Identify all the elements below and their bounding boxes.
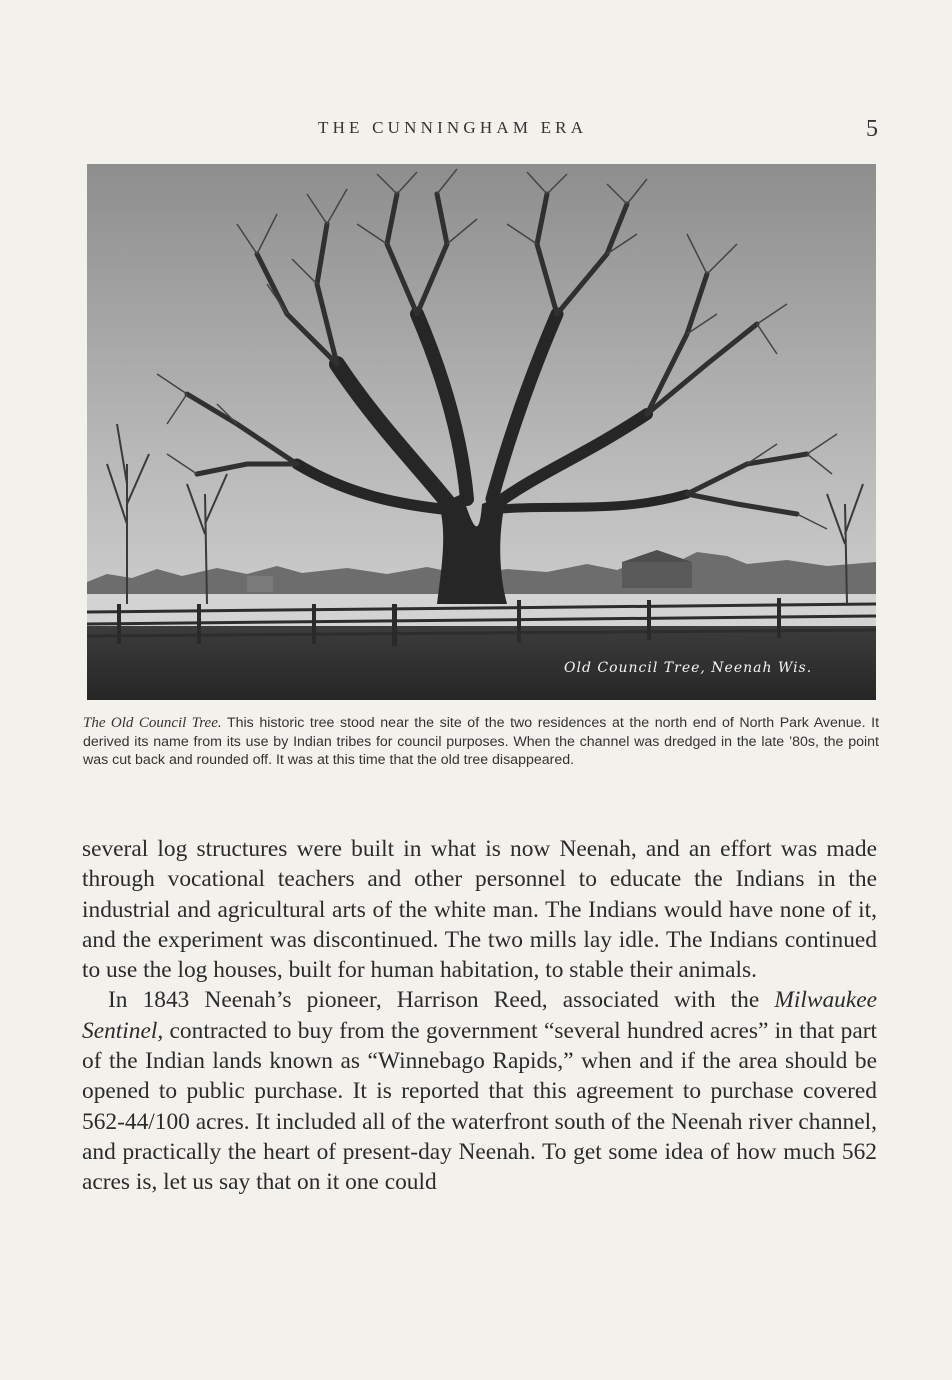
body-text [82,834,877,1198]
running-head [0,118,952,142]
paragraph-text: contracted to buy from the government “several hundred acres” in that part of the Indian lands known as “Winnebago Rapids,” when and if the area should be opened to public purchase. It is reported that this agreement to purchase covered 562-44/100 acres. It included all of the waterfront south of the Neenah river channel, and practically the heart of present-day Neenah. To get some idea of how much 562 acres is, let us say that on it one could [82,1017,877,1196]
caption-text: This historic tree stood near the site of the two residences at the north end of North Park Avenue. It derived its name from its use by Indian tribes for council purposes. When the channel was dredged in the late ’80s, the point was cut back and rounded off. It was at this time that the old tree disappeared. [83,715,880,768]
paragraph [82,985,877,1197]
paragraph-text: In 1843 Neenah’s pioneer, Harrison Reed, associated with the [108,987,760,1014]
page-number: 5 [866,116,878,142]
photo-caption [83,714,879,770]
council-tree-photo [87,164,876,700]
paragraph: several log structures were built in what is now Neenah, and an effort was made through vocational teachers and other personnel to educate the Indians in the industrial and agricultural arts of the white man. The Indians would have none of it, and the experiment was discontinued. The two mills lay idle. The Indians continued to use the log houses, built for human habitation, to stable their animals. [82,836,877,984]
tree-illustration [87,164,876,700]
newspaper-title: Milwaukee Sentinel, [82,987,877,1044]
caption-title: The Old Council Tree. [83,715,222,731]
running-title: THE CUNNINGHAM ERA [318,118,588,137]
photo-inscription: Old Council Tree, Neenah Wis. [564,660,813,676]
